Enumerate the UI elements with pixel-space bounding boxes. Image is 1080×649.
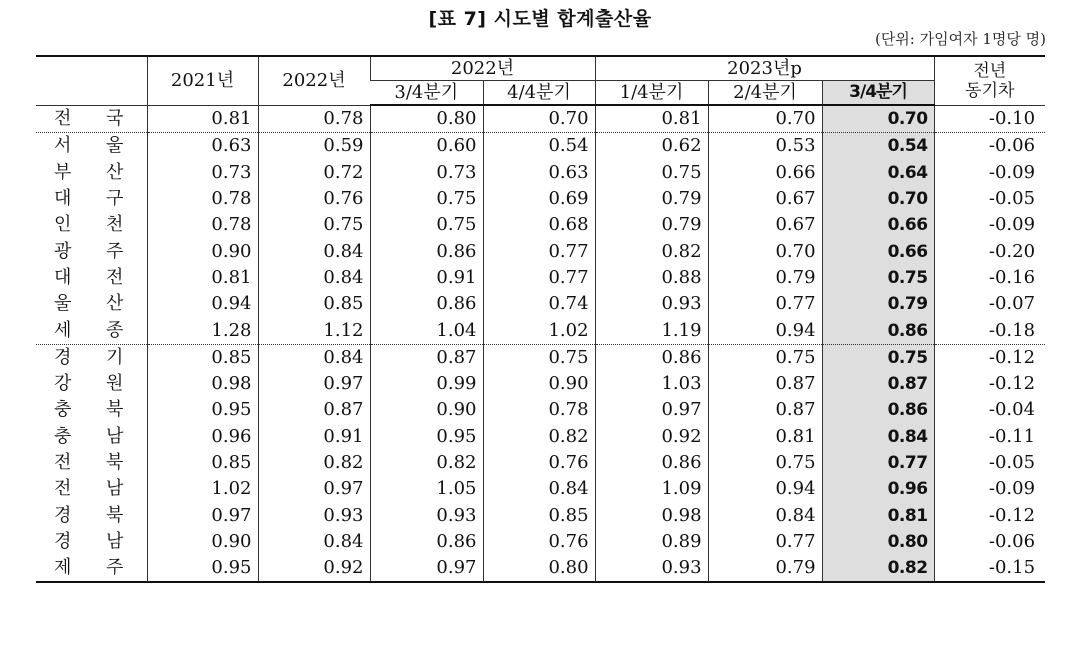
cell-q2-2023: 0.70 [708,105,822,133]
cell-yoy-diff: -0.11 [934,424,1045,450]
region-char-1: 세 [54,319,72,341]
header-2021: 2021년 [147,56,258,105]
table-row [36,371,1045,397]
cell-region [36,160,147,186]
cell-q1-2023: 0.89 [595,529,708,555]
cell-q3-2022: 0.73 [370,160,483,186]
region-char-1: 부 [54,161,72,183]
region-char-1: 광 [54,240,72,262]
cell-q3-2022: 1.05 [370,476,483,502]
region-char-1: 경 [54,530,72,552]
cell-region [36,371,147,397]
unit-note: (단위: 가임여자 1명당 명) [874,30,1046,48]
cell-2022: 0.87 [258,397,370,423]
cell-q2-2023: 0.75 [708,450,822,476]
cell-q3-2023: 0.96 [822,476,934,502]
cell-2021: 0.81 [147,105,258,133]
region-char-2: 기 [106,346,124,368]
header-yoy-diff-line1: 전년 [973,60,1007,81]
cell-2021: 0.94 [147,291,258,317]
cell-q3-2023: 0.82 [822,555,934,582]
region-char-1: 강 [54,373,72,395]
cell-2022: 0.97 [258,476,370,502]
table-row [36,212,1045,238]
region-char-2: 남 [106,478,124,500]
region-char-2: 전 [106,266,124,288]
cell-q2-2023: 0.84 [708,502,822,528]
cell-q3-2023: 0.80 [822,529,934,555]
header-group-2022: 2022년 [370,56,595,81]
cell-q2-2023: 0.79 [708,555,822,582]
region-char-2: 북 [106,504,124,526]
cell-2022: 0.93 [258,502,370,528]
cell-q4-2022: 0.80 [483,555,595,582]
region-char-1: 대 [54,188,72,210]
header-row-top [36,56,1045,81]
cell-q2-2023: 0.79 [708,265,822,291]
cell-2021: 0.63 [147,133,258,160]
header-q4-2022: 4/4분기 [483,81,595,106]
cell-2021: 0.73 [147,160,258,186]
cell-q3-2022: 0.86 [370,291,483,317]
cell-q3-2022: 0.80 [370,105,483,133]
region-char-1: 충 [54,399,72,421]
cell-region [36,555,147,582]
cell-region [36,238,147,264]
cell-q3-2022: 0.97 [370,555,483,582]
cell-yoy-diff: -0.16 [934,265,1045,291]
cell-q3-2022: 1.04 [370,317,483,344]
cell-q3-2023: 0.86 [822,317,934,344]
cell-q4-2022: 0.68 [483,212,595,238]
cell-q2-2023: 0.67 [708,212,822,238]
table-row [36,186,1045,212]
table-row [36,424,1045,450]
cell-2021: 0.90 [147,238,258,264]
table-row [36,238,1045,264]
cell-q2-2023: 0.87 [708,371,822,397]
cell-2022: 0.75 [258,212,370,238]
table-row [36,133,1045,160]
cell-q3-2023: 0.64 [822,160,934,186]
cell-q1-2023: 0.86 [595,450,708,476]
cell-q3-2023: 0.87 [822,371,934,397]
cell-2021: 0.96 [147,424,258,450]
table-row [36,555,1045,582]
cell-q1-2023: 0.86 [595,344,708,371]
cell-2022: 0.84 [258,529,370,555]
cell-q4-2022: 0.90 [483,371,595,397]
cell-q3-2022: 0.95 [370,424,483,450]
header-q1-2023: 1/4분기 [595,81,708,106]
header-yoy-diff [934,56,1045,105]
region-char-2: 원 [106,373,124,395]
cell-q2-2023: 0.66 [708,160,822,186]
header-region [36,56,147,105]
cell-q4-2022: 0.77 [483,265,595,291]
cell-q2-2023: 0.53 [708,133,822,160]
cell-q3-2023: 0.79 [822,291,934,317]
cell-q1-2023: 1.09 [595,476,708,502]
cell-q3-2022: 0.90 [370,397,483,423]
table-row [36,265,1045,291]
cell-2021: 0.90 [147,529,258,555]
cell-yoy-diff: -0.12 [934,344,1045,371]
cell-2022: 0.59 [258,133,370,160]
region-char-2: 천 [106,214,124,236]
region-char-2: 구 [106,188,124,210]
cell-q4-2022: 0.82 [483,424,595,450]
cell-q4-2022: 1.02 [483,317,595,344]
table-title: [표 7] 시도별 합계출산율 [428,8,652,30]
table-row [36,397,1045,423]
cell-2021: 0.95 [147,397,258,423]
cell-q3-2022: 0.99 [370,371,483,397]
cell-2021: 0.78 [147,212,258,238]
cell-q2-2023: 0.70 [708,238,822,264]
cell-yoy-diff: -0.05 [934,186,1045,212]
cell-q2-2023: 0.67 [708,186,822,212]
cell-q2-2023: 0.77 [708,291,822,317]
cell-q1-2023: 0.81 [595,105,708,133]
region-char-2: 북 [106,452,124,473]
cell-q4-2022: 0.77 [483,238,595,264]
cell-q3-2022: 0.75 [370,212,483,238]
header-q3-2023: 3/4분기 [822,81,934,106]
table-row [36,476,1045,502]
header-yoy-diff-line2: 동기차 [965,80,1015,101]
cell-yoy-diff: -0.09 [934,476,1045,502]
table-row [36,450,1045,476]
cell-q3-2022: 0.75 [370,186,483,212]
cell-2021: 0.81 [147,265,258,291]
cell-region [36,105,147,133]
cell-yoy-diff: -0.18 [934,317,1045,344]
cell-q1-2023: 0.75 [595,160,708,186]
cell-yoy-diff: -0.06 [934,133,1045,160]
cell-q4-2022: 0.54 [483,133,595,160]
cell-q4-2022: 0.75 [483,344,595,371]
cell-region [36,476,147,502]
cell-q1-2023: 0.88 [595,265,708,291]
cell-q2-2023: 0.87 [708,397,822,423]
cell-q1-2023: 1.03 [595,371,708,397]
cell-q3-2023: 0.54 [822,133,934,160]
cell-yoy-diff: -0.09 [934,160,1045,186]
table-row [36,502,1045,528]
cell-q3-2022: 0.86 [370,238,483,264]
cell-q1-2023: 0.92 [595,424,708,450]
cell-region [36,186,147,212]
cell-q2-2023: 0.94 [708,317,822,344]
cell-region [36,212,147,238]
cell-2022: 0.84 [258,238,370,264]
cell-region [36,502,147,528]
cell-q3-2023: 0.77 [822,450,934,476]
cell-q2-2023: 0.77 [708,529,822,555]
cell-yoy-diff: -0.15 [934,555,1045,582]
header-group-2023: 2023년p [595,56,934,81]
region-char-1: 대 [54,266,72,288]
cell-q3-2022: 0.60 [370,133,483,160]
cell-q2-2023: 0.75 [708,344,822,371]
cell-2022: 0.91 [258,424,370,450]
header-q3-2022: 3/4분기 [370,81,483,106]
cell-q4-2022: 0.85 [483,502,595,528]
cell-2021: 0.85 [147,344,258,371]
region-char-1: 전 [54,452,72,473]
cell-2022: 1.12 [258,317,370,344]
cell-2022: 0.82 [258,450,370,476]
cell-2022: 0.76 [258,186,370,212]
region-char-1: 인 [54,214,72,236]
cell-q4-2022: 0.74 [483,291,595,317]
table-body [36,105,1045,582]
table-row [36,160,1045,186]
cell-q4-2022: 0.70 [483,105,595,133]
cell-q3-2023: 0.70 [822,105,934,133]
cell-2021: 0.85 [147,450,258,476]
cell-q4-2022: 0.76 [483,529,595,555]
cell-q3-2023: 0.70 [822,186,934,212]
region-char-2: 종 [106,319,124,341]
cell-q3-2022: 0.91 [370,265,483,291]
fertility-rate-table [36,55,1045,583]
table-row [36,105,1045,133]
cell-q3-2022: 0.86 [370,529,483,555]
cell-2021: 0.98 [147,371,258,397]
region-char-2: 북 [106,399,124,421]
cell-q3-2022: 0.93 [370,502,483,528]
cell-q1-2023: 0.79 [595,186,708,212]
cell-yoy-diff: -0.04 [934,397,1045,423]
cell-q1-2023: 0.62 [595,133,708,160]
table-row [36,529,1045,555]
table-row [36,317,1045,344]
cell-2022: 0.97 [258,371,370,397]
region-char-1: 전 [54,107,72,129]
cell-yoy-diff: -0.10 [934,105,1045,133]
cell-q3-2022: 0.82 [370,450,483,476]
table-row [36,344,1045,371]
cell-region [36,291,147,317]
cell-q1-2023: 0.98 [595,502,708,528]
cell-yoy-diff: -0.12 [934,502,1045,528]
cell-q3-2023: 0.84 [822,424,934,450]
cell-2022: 0.85 [258,291,370,317]
cell-yoy-diff: -0.05 [934,450,1045,476]
region-char-1: 전 [54,478,72,500]
cell-region [36,133,147,160]
cell-yoy-diff: -0.20 [934,238,1045,264]
cell-q3-2023: 0.66 [822,212,934,238]
cell-q1-2023: 0.93 [595,291,708,317]
cell-q4-2022: 0.78 [483,397,595,423]
region-char-2: 산 [106,161,124,183]
region-char-1: 제 [54,557,72,579]
cell-q2-2023: 0.94 [708,476,822,502]
region-char-2: 주 [106,240,124,262]
cell-yoy-diff: -0.07 [934,291,1045,317]
cell-q4-2022: 0.69 [483,186,595,212]
cell-region [36,450,147,476]
cell-2022: 0.92 [258,555,370,582]
region-char-2: 남 [106,530,124,552]
cell-2022: 0.72 [258,160,370,186]
cell-q3-2023: 0.66 [822,238,934,264]
cell-q1-2023: 0.82 [595,238,708,264]
cell-q4-2022: 0.76 [483,450,595,476]
cell-region [36,397,147,423]
region-char-1: 충 [54,425,72,447]
cell-region [36,265,147,291]
cell-yoy-diff: -0.12 [934,371,1045,397]
cell-2022: 0.78 [258,105,370,133]
cell-2021: 0.78 [147,186,258,212]
region-char-2: 남 [106,425,124,447]
region-char-1: 울 [54,293,72,315]
cell-yoy-diff: -0.09 [934,212,1045,238]
cell-q1-2023: 1.19 [595,317,708,344]
region-char-1: 경 [54,346,72,368]
header-q2-2023: 2/4분기 [708,81,822,106]
region-char-1: 서 [54,135,72,157]
region-char-2: 주 [106,557,124,579]
region-char-2: 국 [106,107,124,129]
cell-region [36,317,147,344]
cell-region [36,344,147,371]
cell-q2-2023: 0.81 [708,424,822,450]
region-char-2: 산 [106,293,124,315]
cell-region [36,529,147,555]
region-char-1: 경 [54,504,72,526]
cell-yoy-diff: -0.06 [934,529,1045,555]
cell-q3-2023: 0.86 [822,397,934,423]
cell-q3-2022: 0.87 [370,344,483,371]
cell-q3-2023: 0.75 [822,344,934,371]
region-char-2: 울 [106,135,124,157]
header-2022: 2022년 [258,56,370,105]
cell-q4-2022: 0.84 [483,476,595,502]
cell-2021: 0.95 [147,555,258,582]
cell-region [36,424,147,450]
cell-2021: 1.02 [147,476,258,502]
table-row [36,291,1045,317]
cell-q1-2023: 0.97 [595,397,708,423]
cell-q3-2023: 0.75 [822,265,934,291]
cell-q3-2023: 0.81 [822,502,934,528]
cell-q1-2023: 0.93 [595,555,708,582]
cell-2022: 0.84 [258,344,370,371]
cell-2021: 1.28 [147,317,258,344]
cell-q4-2022: 0.63 [483,160,595,186]
cell-q1-2023: 0.79 [595,212,708,238]
cell-2021: 0.97 [147,502,258,528]
cell-2022: 0.84 [258,265,370,291]
